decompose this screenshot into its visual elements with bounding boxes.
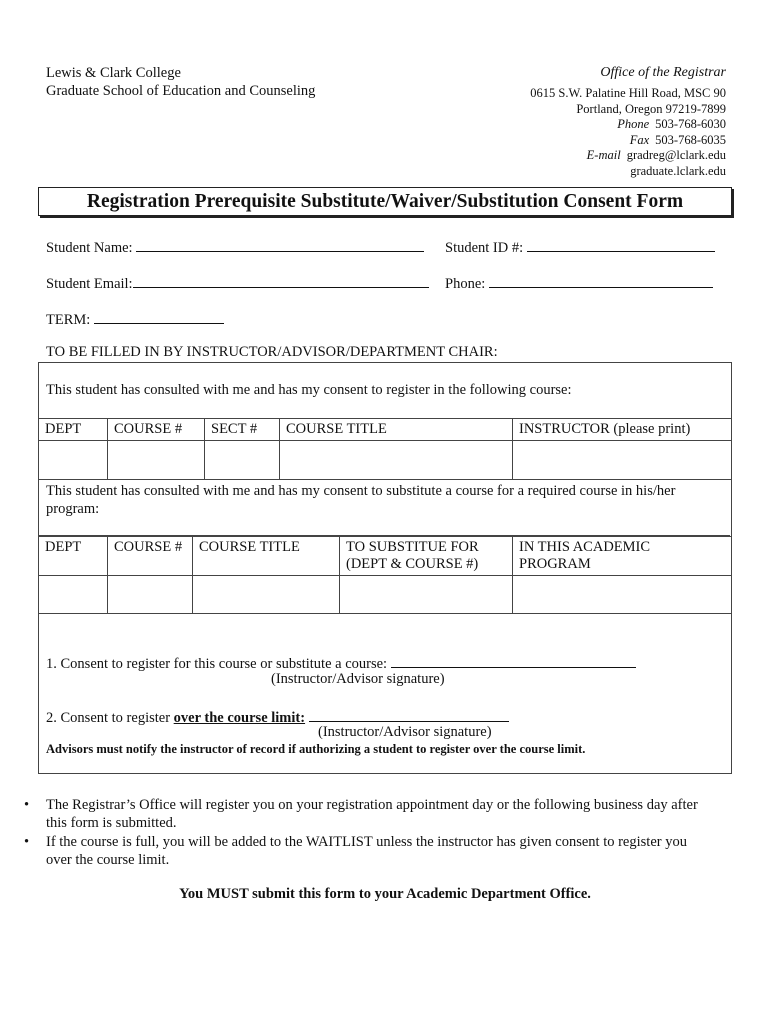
student-id-line[interactable]: [527, 237, 715, 252]
term-line[interactable]: [94, 309, 224, 324]
website: graduate.lclark.edu: [630, 163, 726, 178]
institution-block: [46, 64, 315, 100]
email-label: E-mail: [586, 148, 621, 162]
phone-label: Phone:: [445, 276, 486, 292]
consent1-text: This student has consulted with me and has my consent to register in the following course:: [46, 382, 572, 398]
list-item: [24, 796, 744, 832]
consent2-line2: program:: [46, 501, 100, 517]
fax-line: [530, 133, 726, 149]
sub-col-substitute-for-line2: (DEPT & COURSE #): [346, 556, 479, 572]
col-dept: DEPT: [39, 419, 108, 441]
student-name-line[interactable]: [136, 237, 424, 252]
college-name: Lewis & Clark College: [46, 65, 181, 81]
cell-course-title[interactable]: [280, 441, 513, 480]
sub-col-program-line1: IN THIS ACADEMIC: [519, 539, 651, 555]
student-id-label: Student ID #:: [445, 240, 524, 256]
signature-2-caption: (Instructor/Advisor signature): [318, 724, 492, 740]
sub-cell-course-num[interactable]: [108, 576, 193, 614]
section-label: TO BE FILLED IN BY INSTRUCTOR/ADVISOR/DEPARTMENT CHAIR:: [46, 344, 498, 360]
school-name: Graduate School of Education and Counseling: [46, 83, 316, 99]
substitution-table: [38, 536, 732, 614]
address-line-2: Portland, Oregon 97219-7899: [576, 101, 726, 116]
sub-col-course-title: COURSE TITLE: [193, 537, 340, 576]
over-limit-text: over the course limit:: [173, 710, 306, 726]
sub-col-substitute-for-line1: TO SUBSTITUE FOR: [346, 539, 479, 555]
registrar-contact-block: [530, 64, 726, 179]
signature-2-label: 2. Consent to register: [46, 710, 174, 726]
bullet-icon: •: [24, 797, 30, 813]
student-name-label: Student Name:: [46, 240, 133, 256]
sub-col-program: [513, 537, 732, 576]
advisor-note: Advisors must notify the instructor of record if authorizing a student to register over the course limit.: [46, 742, 586, 756]
sub-col-substitute-for: [340, 537, 513, 576]
sub-col-program-line2: PROGRAM: [519, 556, 591, 572]
phone-line: [530, 117, 726, 133]
bullet-2-line1: If the course is full, you will be added to the WAITLIST unless the instructor has given consent to register you: [46, 834, 687, 850]
bullet-1-line1: The Registrar’s Office will register you on your registration appointment day or the following business day after: [46, 797, 698, 813]
phone-number: 503-768-6030: [655, 117, 726, 131]
sub-col-dept: DEPT: [39, 537, 108, 576]
cell-dept[interactable]: [39, 441, 108, 480]
cell-course-num[interactable]: [108, 441, 205, 480]
student-id-field[interactable]: [445, 237, 715, 257]
bullet-1-line2: this form is submitted.: [46, 815, 177, 831]
course-table: [38, 418, 732, 480]
address-line-1: 0615 S.W. Palatine Hill Road, MSC 90: [530, 86, 726, 100]
col-instructor: INSTRUCTOR (please print): [513, 419, 732, 441]
student-email-field[interactable]: [46, 273, 429, 293]
consent2-text: [46, 482, 675, 518]
phone-line[interactable]: [489, 273, 713, 288]
phone-field[interactable]: [445, 273, 713, 293]
cell-sect[interactable]: [205, 441, 280, 480]
sub-cell-course-title[interactable]: [193, 576, 340, 614]
bullet-icon: •: [24, 834, 30, 850]
sub-cell-substitute-for[interactable]: [340, 576, 513, 614]
student-email-line[interactable]: [133, 273, 429, 288]
col-sect: SECT #: [205, 419, 280, 441]
bullet-2-line2: over the course limit.: [46, 852, 170, 868]
student-name-field[interactable]: [46, 237, 424, 257]
office-name: Office of the Registrar: [600, 65, 726, 80]
email-line: [530, 148, 726, 164]
col-course-title: COURSE TITLE: [280, 419, 513, 441]
sub-cell-program[interactable]: [513, 576, 732, 614]
term-field[interactable]: [46, 309, 224, 329]
sub-col-course-num: COURSE #: [108, 537, 193, 576]
list-item: [24, 833, 744, 869]
col-course-num: COURSE #: [108, 419, 205, 441]
submit-instruction: You MUST submit this form to your Academic Department Office.: [179, 886, 591, 902]
phone-label: Phone: [617, 117, 650, 131]
signature-1-line[interactable]: [391, 653, 636, 668]
form-title: Registration Prerequisite Substitute/Waiver/Substitution Consent Form: [38, 187, 732, 216]
fax-label: Fax: [629, 132, 650, 147]
student-email-label: Student Email:: [46, 276, 133, 292]
instructions-list: [24, 796, 744, 870]
sub-cell-dept[interactable]: [39, 576, 108, 614]
signature-1-caption: (Instructor/Advisor signature): [271, 671, 445, 687]
email-address: gradreg@lclark.edu: [626, 148, 726, 162]
consent2-line1: This student has consulted with me and has my consent to substitute a course for a required course in his/her: [46, 483, 676, 499]
term-label: TERM:: [46, 312, 91, 328]
signature-2-line[interactable]: [309, 707, 509, 722]
signature-1[interactable]: [46, 653, 636, 673]
fax-number: 503-768-6035: [655, 132, 726, 147]
cell-instructor[interactable]: [513, 441, 732, 480]
signature-1-label: 1. Consent to register for this course or substitute a course:: [46, 656, 388, 672]
